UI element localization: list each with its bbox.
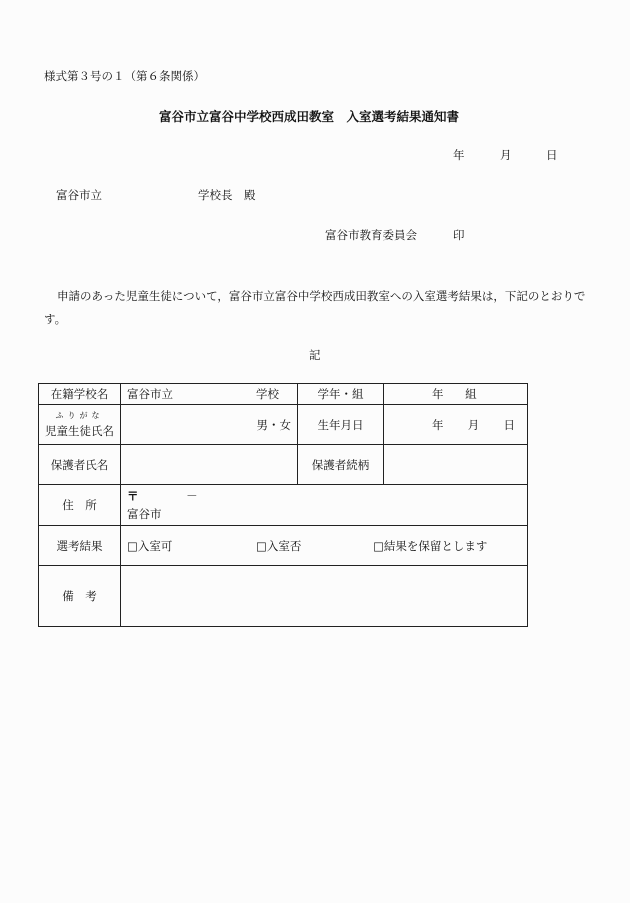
date-day: 日 [546, 148, 558, 162]
birth-day: 日 [503, 417, 515, 432]
school-city: 富谷市立 [127, 387, 173, 401]
date-year: 年 [453, 148, 465, 162]
relation-cell [384, 445, 528, 485]
addressee-city: 富谷市立 [56, 188, 102, 202]
table-row-remarks [39, 566, 528, 627]
birth-month: 月 [467, 417, 480, 432]
body-paragraph: 申請のあった児童生徒について，富谷市立富谷中学校西成田教室への入室選考結果は，下記のとおりです。 [44, 289, 586, 326]
student-label: 児童生徒氏名 [45, 424, 114, 438]
result-option-admit: □入室可 [127, 538, 173, 553]
remarks-cell [121, 566, 528, 627]
guardian-label: 保護者氏名 [39, 445, 121, 485]
postal-dash: － [186, 489, 198, 503]
address-cell [121, 485, 528, 526]
furigana-label: ふりがな [55, 411, 104, 420]
guardian-name-cell [121, 445, 298, 485]
result-label: 選考結果 [39, 526, 121, 566]
result-cell [121, 526, 528, 566]
ki-heading: 記 [309, 348, 321, 362]
table-row-result [39, 526, 528, 566]
grade-cell [384, 384, 528, 405]
result-option-deny: □入室否 [256, 538, 302, 553]
school-suffix: 学校 [256, 387, 279, 401]
relation-label: 保護者続柄 [298, 445, 384, 485]
student-name-cell [121, 405, 298, 445]
addressee-principal: 学校長 殿 [198, 188, 256, 202]
table-row-address [39, 485, 528, 526]
grade-label: 学年・組 [298, 384, 384, 405]
form-number: 様式第３号の１（第６条関係） [44, 69, 205, 83]
document-title: 富谷市立富谷中学校西成田教室 入室選考結果通知書 [159, 109, 460, 124]
student-label-cell [39, 405, 121, 445]
date-month: 月 [500, 148, 512, 162]
birth-cell [384, 405, 528, 445]
postal-mark: 〒 [127, 489, 139, 503]
application-table [38, 383, 528, 627]
birth-label: 生年月日 [298, 405, 384, 445]
sender-name: 富谷市教育委員会 [325, 228, 417, 242]
table-row-student [39, 405, 528, 445]
address-label: 住 所 [39, 485, 121, 526]
result-option-pending: □結果を保留とします [373, 538, 488, 553]
table-row-school [39, 384, 528, 405]
address-city: 富谷市 [127, 507, 162, 521]
table-row-guardian [39, 445, 528, 485]
gender-options: 男・女 [256, 417, 291, 432]
remarks-label: 備 考 [39, 566, 121, 627]
seal-mark: 印 [453, 228, 465, 242]
school-label: 在籍学校名 [39, 384, 121, 405]
school-cell [121, 384, 298, 405]
birth-year: 年 [432, 417, 444, 432]
grade-class: 組 [465, 387, 477, 401]
grade-year: 年 [432, 387, 444, 401]
